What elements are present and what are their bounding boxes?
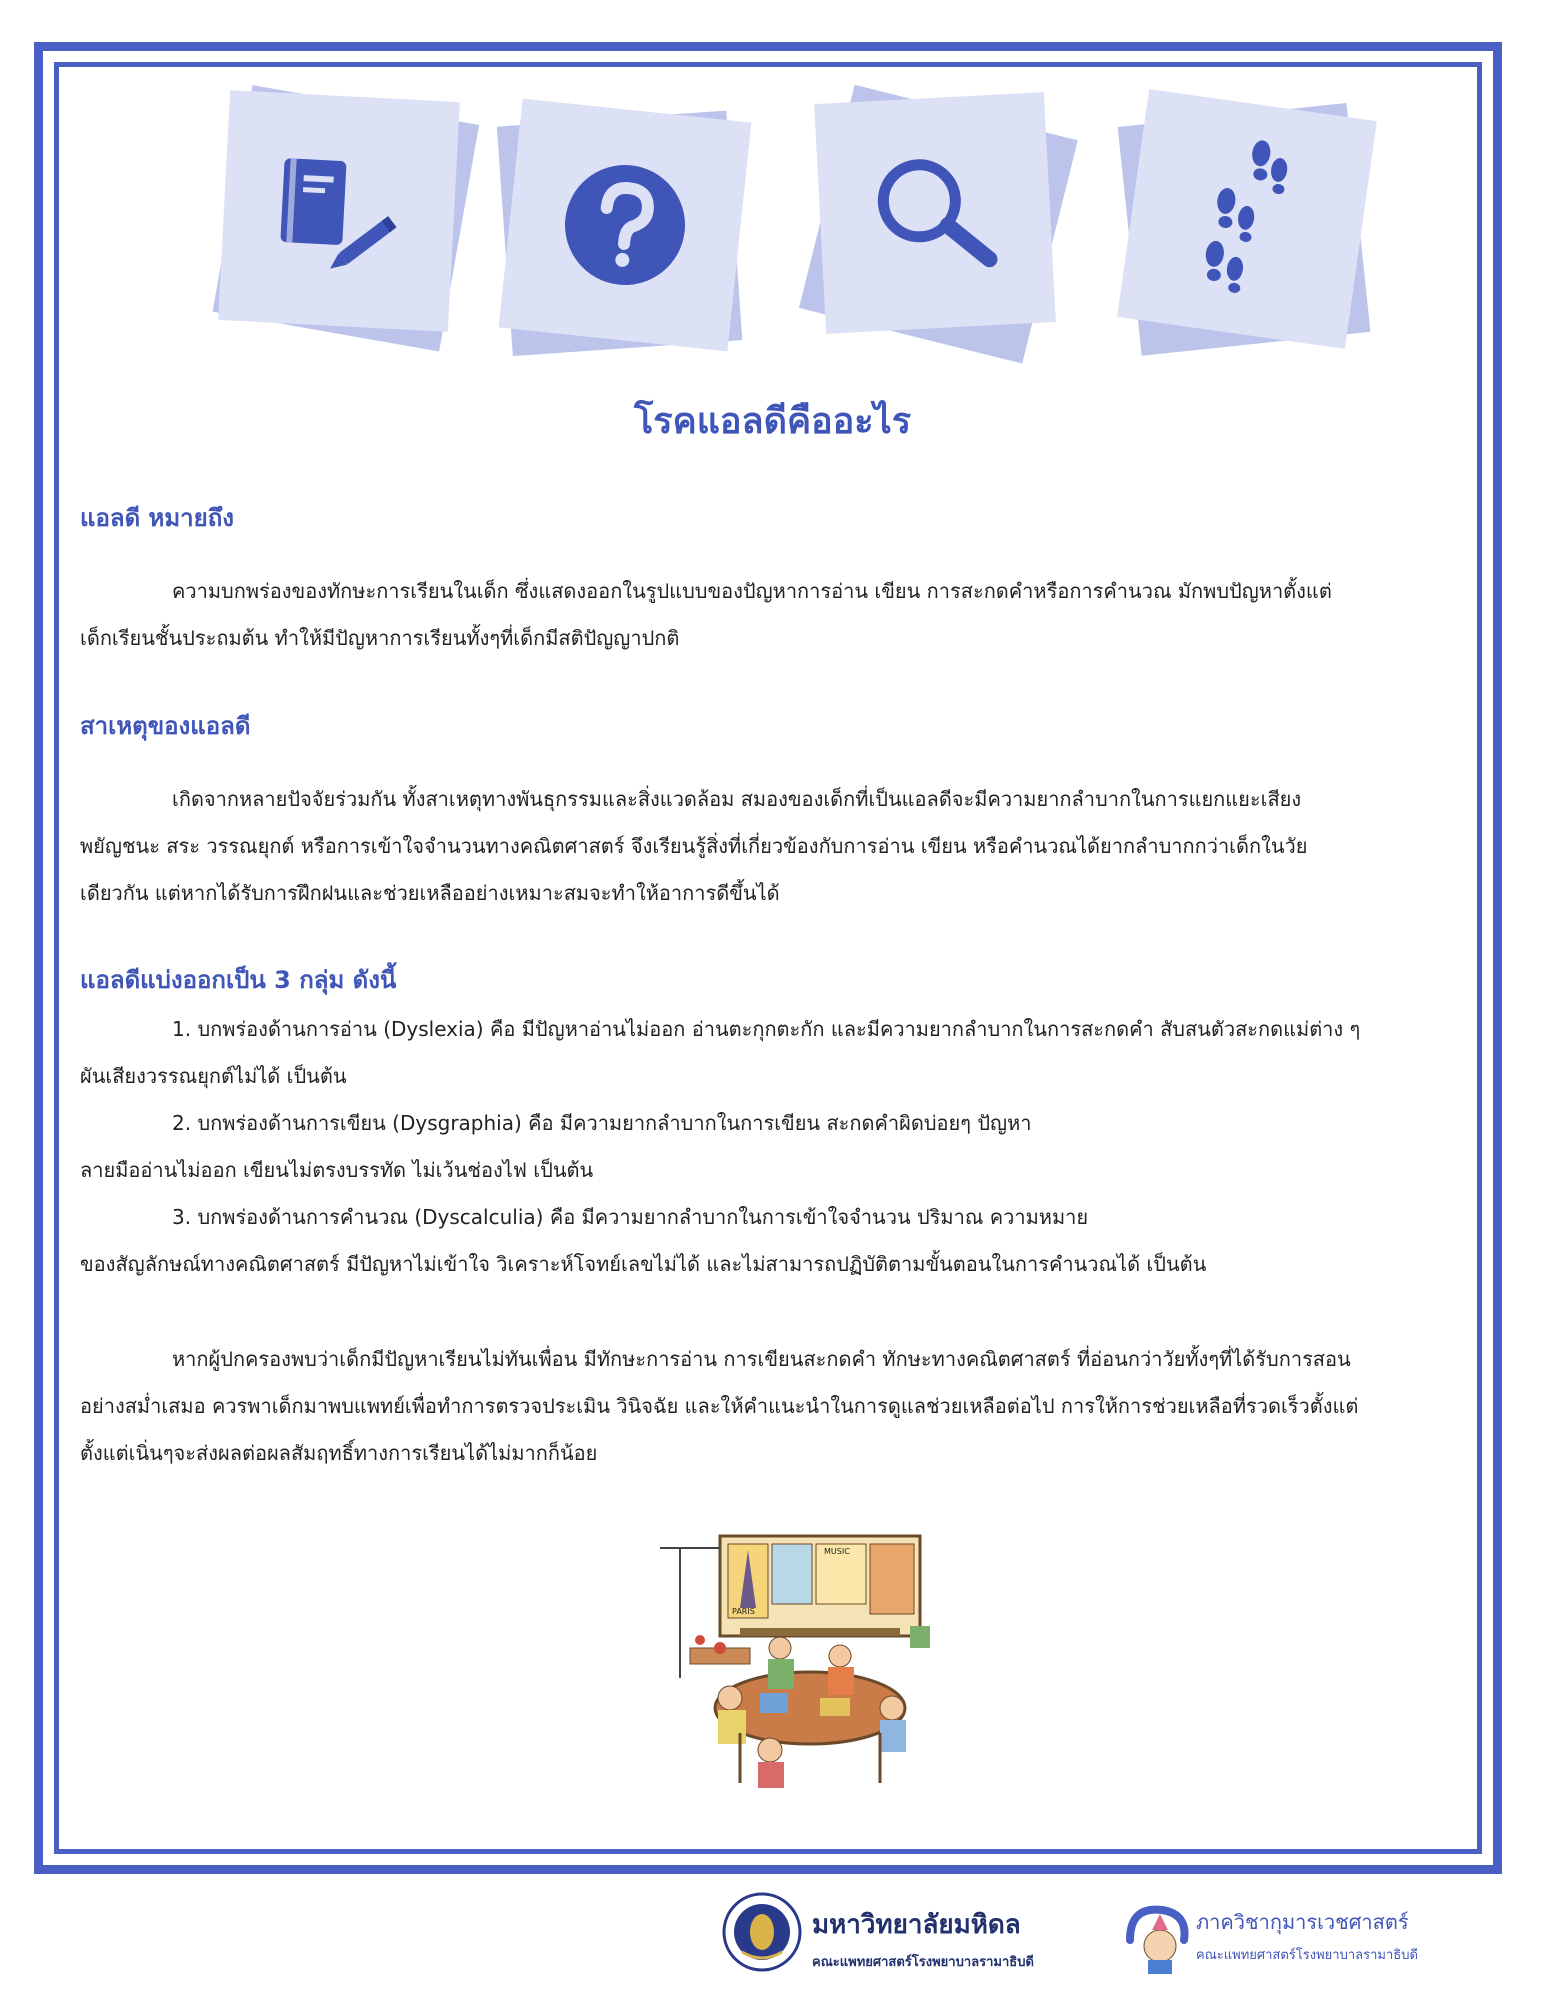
paragraph-line: พยัญชนะ สระ วรรณยุกต์ หรือการเข้าใจจำนวนทางคณิตศาสตร์ จึงเรียนรู้สิ่งที่เกี่ยวข้องกับการอ่าน เขียน หรือคำนวณได้ยากลำบากกว่าเด็กในวัย — [80, 834, 1308, 858]
magnifier-tile — [820, 98, 1050, 328]
definition-paragraph — [80, 568, 1465, 662]
notebook-tile — [224, 96, 454, 326]
paragraph-line: เดียวกัน แต่หากได้รับการฝึกฝนและช่วยเหลืออย่างเหมาะสมจะทำให้อาการดีขึ้นได้ — [80, 881, 780, 905]
cause-paragraph — [80, 776, 1465, 917]
question-icon — [554, 154, 697, 297]
department-faculty: คณะแพทยศาสตร์โรงพยาบาลรามาธิบดี — [1196, 1948, 1418, 1963]
definition-heading: แอลดี หมายถึง — [80, 504, 234, 532]
list-item: 3. บกพร่องด้านการคำนวณ (Dyscalculia) คือ มีความยากลำบากในการเข้าใจจำนวน ปริมาณ ความหมาย — [172, 1205, 1089, 1229]
groups-heading: แอลดีแบ่งออกเป็น 3 กลุ่ม ดังนี้ — [80, 966, 397, 994]
paragraph-line: เด็กเรียนชั้นประถมต้น ทำให้มีปัญหาการเรียนทั้งๆที่เด็กมีสติปัญญาปกติ — [80, 626, 680, 650]
paragraph-line: อย่างสม่ำเสมอ ควรพาเด็กมาพบแพทย์เพื่อทำการตรวจประเมิน วินิจฉัย และให้คำแนะนำในการดูแลช่วยเหลือต่อไป การให้การช่วยเหลือที่รวดเร็วตั้งแต่ — [80, 1394, 1359, 1418]
paris-sign: PARIS — [732, 1607, 755, 1616]
pediatrics-logo — [1118, 1896, 1198, 1980]
paragraph-line: หากผู้ปกครองพบว่าเด็กมีปัญหาเรียนไม่ทันเพื่อน มีทักษะการอ่าน การเขียนสะกดคำ ทักษะทางคณิตศาสตร์ ที่อ่อนกว่าวัยทั้งๆที่ได้รับการสอน — [172, 1347, 1351, 1371]
cause-heading: สาเหตุของแอลดี — [80, 712, 251, 740]
pediatrics-text — [1196, 1906, 1496, 1965]
page-title: โรคแอลดีคืออะไร — [633, 401, 912, 442]
footprints-tile — [1132, 104, 1362, 334]
advice-paragraph — [80, 1336, 1465, 1477]
music-sign: MUSIC — [824, 1547, 850, 1556]
mahidol-logo — [722, 1890, 802, 1978]
question-tile — [510, 110, 740, 340]
footprints-icon — [1191, 129, 1304, 310]
paragraph-line: ตั้งแต่เนิ่นๆจะส่งผลต่อผลสัมฤทธิ์ทางการเรียนได้ไม่มากก็น้อย — [80, 1441, 598, 1465]
university-faculty: คณะแพทยศาสตร์โรงพยาบาลรามาธิบดี — [812, 1955, 1034, 1970]
department-name: ภาควิชากุมารเวชศาสตร์ — [1196, 1910, 1409, 1934]
list-item: 1. บกพร่องด้านการอ่าน (Dyslexia) คือ มีปัญหาอ่านไม่ออก อ่านตะกุกตะกัก และมีความยากลำบากในการสะกดคำ สับสนตัวสะกดแม่ต่าง ๆ — [172, 1017, 1361, 1041]
list-item-continuation: ของสัญลักษณ์ทางคณิตศาสตร์ มีปัญหาไม่เข้าใจ วิเคราะห์โจทย์เลขไม่ได้ และไม่สามารถปฏิบัติตามขั้นตอนในการคำนวณได้ เป็นต้น — [80, 1252, 1207, 1276]
mahidol-text — [812, 1904, 1142, 1972]
university-name: มหาวิทยาลัยมหิดล — [812, 1910, 1021, 1940]
list-item: 2. บกพร่องด้านการเขียน (Dysgraphia) คือ มีความยากลำบากในการเขียน สะกดคำผิดบ่อยๆ ปัญหา — [172, 1111, 1032, 1135]
classroom-illustration — [660, 1528, 950, 1802]
notebook-pencil-icon — [260, 137, 417, 285]
paragraph-line: เกิดจากหลายปัจจัยร่วมกัน ทั้งสาเหตุทางพันธุกรรมและสิ่งแวดล้อม สมองของเด็กที่เป็นแอลดีจะมีความยากลำบากในการแยกแยะเสียง — [172, 787, 1302, 811]
list-item-continuation: ผันเสียงวรรณยุกต์ไม่ได้ เป็นต้น — [80, 1064, 347, 1088]
paragraph-line: ความบกพร่องของทักษะการเรียนในเด็ก ซึ่งแสดงออกในรูปแบบของปัญหาการอ่าน เขียน การสะกดคำหรือการคำนวณ มักพบปัญหาตั้งแต่ — [172, 579, 1332, 603]
magnifier-icon — [862, 144, 1009, 281]
groups-list — [80, 1006, 1465, 1288]
list-item-continuation: ลายมืออ่านไม่ออก เขียนไม่ตรงบรรทัด ไม่เว้นช่องไฟ เป็นต้น — [80, 1158, 594, 1182]
